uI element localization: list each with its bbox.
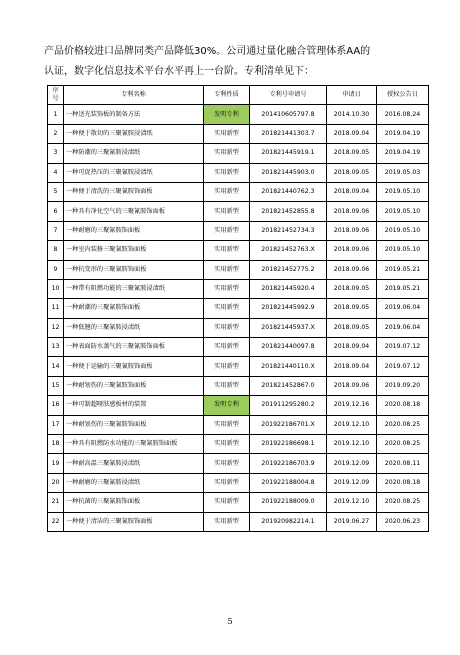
cell-col-type: 实用新型 — [204, 357, 250, 376]
cell-col-index: 3 — [48, 144, 64, 163]
cell-col-number: 201821440110.X — [250, 357, 327, 376]
cell-col-date: 2018.09.06 — [327, 376, 377, 395]
cell-col-name: 一种防潮的三聚氰胺浸渍纸 — [64, 144, 204, 163]
cell-col-type: 实用新型 — [204, 241, 250, 260]
cell-col-grant: 2019.09.20 — [377, 376, 429, 395]
cell-col-name: 一种耐磨的三聚氰胺浸渍纸 — [64, 473, 204, 492]
cell-col-type: 实用新型 — [204, 473, 250, 492]
cell-col-number: 201922186698.1 — [250, 435, 327, 454]
cell-col-number: 201821452734.3 — [250, 221, 327, 240]
cell-col-type: 实用新型 — [204, 299, 250, 318]
cell-col-name: 一种低翘的三聚氰胺浸渍纸 — [64, 318, 204, 337]
cell-col-name: 一种抗菌的三聚氰胺饰面板 — [64, 493, 204, 512]
header-col-name: 专利名称 — [64, 86, 204, 105]
cell-col-type: 实用新型 — [204, 182, 250, 201]
cell-col-index: 17 — [48, 415, 64, 434]
cell-col-date: 2018.09.05 — [327, 163, 377, 182]
cell-col-index: 10 — [48, 279, 64, 298]
table-row — [48, 396, 429, 415]
header-col-index: 序号 — [48, 86, 64, 105]
table-row — [48, 357, 429, 376]
cell-col-name: 一种可制超哑肤感板材的装置 — [64, 396, 204, 415]
cell-col-grant: 2019.05.21 — [377, 279, 429, 298]
cell-col-index: 9 — [48, 260, 64, 279]
cell-col-date: 2018.09.04 — [327, 338, 377, 357]
cell-col-number: 201821445919.1 — [250, 144, 327, 163]
cell-col-index: 22 — [48, 512, 64, 531]
cell-col-name: 一种便于散切的三聚氰胺浸渍纸 — [64, 124, 204, 143]
cell-col-type: 实用新型 — [204, 454, 250, 473]
patent-table-header — [48, 86, 429, 105]
cell-col-date: 2018.09.06 — [327, 221, 377, 240]
cell-col-number: 201911295280.2 — [250, 396, 327, 415]
cell-col-name: 一种抗变形的三聚氰胺饰面板 — [64, 260, 204, 279]
cell-col-number: 201821452775.2 — [250, 260, 327, 279]
cell-col-index: 1 — [48, 105, 64, 124]
cell-col-number: 201922188004.8 — [250, 473, 327, 492]
cell-col-grant: 2016.08.24 — [377, 105, 429, 124]
cell-col-date: 2018.09.05 — [327, 318, 377, 337]
cell-col-index: 5 — [48, 182, 64, 201]
cell-col-grant: 2019.04.19 — [377, 124, 429, 143]
cell-col-type: 实用新型 — [204, 124, 250, 143]
table-row — [48, 144, 429, 163]
table-row — [48, 279, 429, 298]
table-row — [48, 318, 429, 337]
cell-col-type: 实用新型 — [204, 279, 250, 298]
table-row — [48, 512, 429, 531]
cell-col-number: 201821452855.8 — [250, 202, 327, 221]
page-number: 5 — [227, 617, 233, 626]
cell-col-number: 201920982214.1 — [250, 512, 327, 531]
cell-col-index: 18 — [48, 435, 64, 454]
table-row — [48, 493, 429, 512]
cell-col-date: 2019.12.09 — [327, 473, 377, 492]
table-row — [48, 202, 429, 221]
table-row — [48, 454, 429, 473]
cell-col-grant: 2020.06.23 — [377, 512, 429, 531]
cell-col-grant: 2019.07.12 — [377, 338, 429, 357]
cell-col-date: 2018.09.04 — [327, 182, 377, 201]
cell-col-date: 2018.09.05 — [327, 279, 377, 298]
intro-line-1: 产品价格较进口品牌同类产品降低30%。公司通过量化融合管理体系AA的 — [44, 46, 371, 57]
cell-col-number: 201821440762.3 — [250, 182, 327, 201]
cell-col-name: 一种可促热压的三聚氰胺浸渍纸 — [64, 163, 204, 182]
cell-col-name: 一种耐高温三聚氰胺浸渍纸 — [64, 454, 204, 473]
cell-col-name: 一种耐划伤的三聚氰胺饰面板 — [64, 415, 204, 434]
cell-col-number: 201922186701.X — [250, 415, 327, 434]
cell-col-number: 201922188009.0 — [250, 493, 327, 512]
cell-col-grant: 2019.06.04 — [377, 299, 429, 318]
table-row — [48, 221, 429, 240]
cell-col-date: 2019.12.10 — [327, 493, 377, 512]
cell-col-grant: 2019.05.10 — [377, 221, 429, 240]
cell-col-number: 201821445903.0 — [250, 163, 327, 182]
table-row — [48, 260, 429, 279]
cell-col-name: 一种室内装修三聚氰胺饰面板 — [64, 241, 204, 260]
cell-col-index: 16 — [48, 396, 64, 415]
cell-col-type: 实用新型 — [204, 144, 250, 163]
table-row — [48, 435, 429, 454]
cell-col-date: 2018.09.05 — [327, 299, 377, 318]
cell-col-index: 21 — [48, 493, 64, 512]
cell-col-type: 实用新型 — [204, 318, 250, 337]
cell-col-grant: 2019.05.21 — [377, 260, 429, 279]
cell-col-date: 2014.10.30 — [327, 105, 377, 124]
cell-col-index: 15 — [48, 376, 64, 395]
cell-col-type: 实用新型 — [204, 163, 250, 182]
cell-col-date: 2018.09.04 — [327, 124, 377, 143]
table-row — [48, 105, 429, 124]
cell-col-grant: 2020.08.18 — [377, 396, 429, 415]
cell-col-index: 7 — [48, 221, 64, 240]
cell-col-index: 12 — [48, 318, 64, 337]
cell-col-name: 一种表面防水蒸气的三聚氰胺饰面板 — [64, 338, 204, 357]
table-row — [48, 299, 429, 318]
table-row — [48, 182, 429, 201]
cell-col-date: 2018.09.06 — [327, 260, 377, 279]
table-row — [48, 338, 429, 357]
cell-col-index: 4 — [48, 163, 64, 182]
cell-col-date: 2019.06.27 — [327, 512, 377, 531]
cell-col-index: 11 — [48, 299, 64, 318]
cell-col-date: 2019.12.10 — [327, 415, 377, 434]
cell-col-grant: 2019.05.10 — [377, 182, 429, 201]
cell-col-date: 2018.09.06 — [327, 241, 377, 260]
cell-col-index: 14 — [48, 357, 64, 376]
cell-col-type: 发明专利 — [204, 396, 250, 415]
header-col-date: 申请日 — [327, 86, 377, 105]
cell-col-type: 实用新型 — [204, 338, 250, 357]
cell-col-name: 一种便于清洁的三聚氰胺饰面板 — [64, 512, 204, 531]
cell-col-name: 一种具有阻燃防水功能的三聚氰胺饰面板 — [64, 435, 204, 454]
cell-col-date: 2018.09.06 — [327, 202, 377, 221]
cell-col-number: 201410605797.8 — [250, 105, 327, 124]
cell-col-type: 实用新型 — [204, 435, 250, 454]
header-col-grant: 授权公告日 — [377, 86, 429, 105]
cell-col-grant: 2020.08.25 — [377, 415, 429, 434]
cell-col-name: 一种耐磨的三聚氰胺饰面板 — [64, 221, 204, 240]
cell-col-index: 19 — [48, 454, 64, 473]
cell-col-number: 201821452763.X — [250, 241, 327, 260]
cell-col-number: 201821440097.8 — [250, 338, 327, 357]
cell-col-date: 2019.12.09 — [327, 454, 377, 473]
cell-col-grant: 2019.05.10 — [377, 202, 429, 221]
cell-col-name: 一种带有阻燃功能的三聚氰胺浸渍纸 — [64, 279, 204, 298]
cell-col-grant: 2019.04.19 — [377, 144, 429, 163]
cell-col-name: 一种耐潮的三聚氰胺饰面板 — [64, 299, 204, 318]
cell-col-number: 201821445920.4 — [250, 279, 327, 298]
cell-col-number: 201821452867.0 — [250, 376, 327, 395]
cell-col-grant: 2019.05.03 — [377, 163, 429, 182]
intro-line-2: 认证，数字化信息技术平台水平再上一台阶。专利清单见下： — [44, 66, 314, 77]
cell-col-index: 2 — [48, 124, 64, 143]
cell-col-name: 一种便于清洗的三聚氰胺饰面板 — [64, 182, 204, 201]
header-row — [48, 86, 429, 105]
cell-col-grant: 2020.08.18 — [377, 473, 429, 492]
cell-col-grant: 2020.08.25 — [377, 435, 429, 454]
header-col-number: 专利号申请号 — [250, 86, 327, 105]
patent-table-wrapper — [47, 85, 429, 532]
cell-col-name: 一种具有净化空气的三聚氰胺饰面板 — [64, 202, 204, 221]
patent-table — [47, 85, 429, 532]
cell-col-name: 一种送光装饰板的制备方法 — [64, 105, 204, 124]
cell-col-index: 20 — [48, 473, 64, 492]
table-row — [48, 124, 429, 143]
header-col-type: 专利性质 — [204, 86, 250, 105]
cell-col-grant: 2019.07.12 — [377, 357, 429, 376]
cell-col-number: 201922186703.9 — [250, 454, 327, 473]
cell-col-number: 201821445937.X — [250, 318, 327, 337]
cell-col-number: 201821441303.7 — [250, 124, 327, 143]
patent-table-body — [48, 105, 429, 532]
table-row — [48, 163, 429, 182]
cell-col-name: 一种便于运输的三聚氰胺饰面板 — [64, 357, 204, 376]
cell-col-grant: 2020.08.25 — [377, 493, 429, 512]
cell-col-type: 实用新型 — [204, 376, 250, 395]
cell-col-number: 201821445992.9 — [250, 299, 327, 318]
cell-col-index: 6 — [48, 202, 64, 221]
cell-col-type: 实用新型 — [204, 415, 250, 434]
cell-col-type: 实用新型 — [204, 202, 250, 221]
cell-col-index: 8 — [48, 241, 64, 260]
table-row — [48, 241, 429, 260]
cell-col-grant: 2019.05.10 — [377, 241, 429, 260]
table-row — [48, 415, 429, 434]
cell-col-type: 实用新型 — [204, 260, 250, 279]
cell-col-type: 实用新型 — [204, 493, 250, 512]
table-row — [48, 473, 429, 492]
cell-col-date: 2018.09.04 — [327, 357, 377, 376]
cell-col-type: 实用新型 — [204, 221, 250, 240]
cell-col-index: 13 — [48, 338, 64, 357]
cell-col-date: 2018.09.05 — [327, 144, 377, 163]
cell-col-type: 实用新型 — [204, 512, 250, 531]
cell-col-name: 一种耐划伤的三聚氰胺饰面板 — [64, 376, 204, 395]
cell-col-date: 2019.12.16 — [327, 396, 377, 415]
cell-col-grant: 2020.08.11 — [377, 454, 429, 473]
cell-col-date: 2019.12.10 — [327, 435, 377, 454]
cell-col-grant: 2019.06.04 — [377, 318, 429, 337]
intro-paragraph — [44, 42, 422, 82]
cell-col-type: 发明专利 — [204, 105, 250, 124]
table-row — [48, 376, 429, 395]
